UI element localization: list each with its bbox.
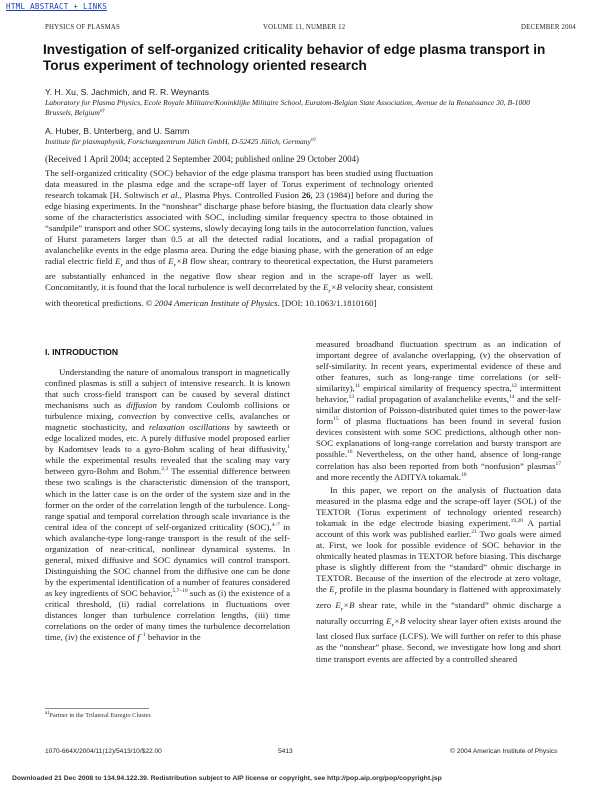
abstract: The self-organized criticality (SOC) behavior of the edge plasma transport has been studied using fluctuation data measured in the plasma edge and the scrape-off layer of Torus experiment of technology oriented research tokamak [H. Soltwisch et al., Plasma Phys. Controlled Fusion 26, 23 (1984)] before and during the edge biasing experiments. In the “nonshear” discharge phase before biasing, the fluctuation data clearly show some of the characteristics associated with SOC, including similar frequency spectra to those obtained in “sandpile” transport and other SOC systems, slowly decaying long tails in the autocorrelation function, values of Hurst parameters larger than 0.5 at all the detected radial locations, and a radial propagation of avalanchelike events in the edge plasma area. During the edge biasing phase, with the generation of an edge radial electric field $E_r$ and thus of $E_r\times B$ flow shear, contrary to theoretical expectation, the Hurst parameters are substantially enhanced in the negative flow shear region and in the scrape-off layer as well. Concomitantly, it is found that the local turbulence is well decorrelated by the $E_r\times B$ velocity shear, consistent with theoretical predictions. © 2004 American Institute of Physics. [DOI: 10.1063/1.1810160]	[45, 168, 434, 308]
footnote-divider	[45, 708, 149, 709]
journal-name: PHYSICS OF PLASMAS	[45, 24, 120, 31]
affiliation-1: Laboratory for Plasma Physics, Ecole Royale Militaire/Koninklijke Militaire School, Euratom-Belgian State Association, Avenue de la Renaissance 30, B-1000 Brussels, Belgium$^{a)}$	[45, 98, 530, 117]
author-group-2: A. Huber, B. Unterberg, and U. Samm	[45, 126, 190, 136]
publisher-copyright: © 2004 American Institute of Physics	[450, 748, 558, 755]
intro-paragraph-1: Understanding the nature of anomalous transport in magnetically confined plasmas is still a subject of intensive research. It is known that such cross-field transport can be caused by several distinct mechanisms such as diffusion by random Coulomb collisions or turbulence mixing, convection by convective cells, avalanches or magnetic stochasticity, and relaxation oscillations by sawteeth or edge localized modes, etc. A purely diffusive model proposed earlier by Kadomtsev leads to a gyro-Bohm scaling of heat diffusivity,$^1$ while the experimental results revealed that the scaling may vary between gyro-Bohm and Bohm.$^{2,3}$ The essential difference between these two scalings is the characteristic dimension of the transport, which in the latter case is on the order of the system size and in the former on the order of the correlation length of the turbulence. Long-range spatial and temporal correlation through scale invariance is the central idea of the concept of self-organized criticality (SOC),$^{4-7}$ in which avalanche-type long-range transport is the result of the self-organization of near-critical, nonlinear dynamical systems. In general, mixed diffusive and SOC dynamics will control transport. Distinguishing the SOC channel from the diffusive one can be done by the experimental identification of a number of features considered as key ingredients of SOC behavior,$^{5,7-10}$ such as (i) the existence of a critical threshold, (ii) radial correlations in fluctuations over distances longer than turbulence correlation lengths, (iii) time correlations on the order of many times the turbulence decorrelation time, (iv) the existence of $f^{-1}$ behavior in the	[45, 367, 291, 643]
page-number: 5413	[278, 748, 293, 755]
intro-paragraph-1-cont: measured broadband fluctuation spectrum as an indication of important degree of avalanche overlapping, (v) the observation of self-similarity. In recent years, experimental evidence of these and other features, such as long-range time correlations (or self-similarity),$^{11}$ empirical similarity of frequency spectra,$^{12}$ intermittent behavior,$^{13}$ radial propagation of avalanchelike events,$^{14}$ and the self-similar distortion of Poisson-distributed quiet times to the power-law form$^{15}$ of plasma fluctuations has been found in several fusion devices consistent with some SOC predictions, although other non-SOC explanations of long-range correlation and bursty transport are possible.$^{16}$ Nevertheless, on the other hand, absence of long-range correlation has also been reported from both “nonfusion” plasmas$^{17}$ and more recently the ADITYA tokamak.$^{18}$	[316, 339, 561, 482]
issue-date: DECEMBER 2004	[521, 24, 576, 31]
author-group-1: Y. H. Xu, S. Jachmich, and R. R. Weynants	[45, 87, 209, 97]
affiliation-2: Institute für plasmaphysik, Forschungzentrum Jülich GmbH, D-52425 Jülich, Germany$^{a)}$	[45, 136, 316, 146]
section-heading-introduction: I. INTRODUCTION	[45, 347, 119, 357]
right-column	[316, 339, 561, 665]
intro-paragraph-2: In this paper, we report on the analysis of fluctuation data measured in the plasma edge and the scrape-off layer (SOL) of the TEXTOR (Torus experiment of technology oriented research) tokamak in the edge electrode biasing experiment.$^{19,20}$ A partial account of this work was published earlier.$^{21}$ Two goals were aimed at. First, we look for possible evidence of SOC behavior in the ohmically heated plasmas in TEXTOR before biasing. This discharge phase is slightly different from the “standard” ohmic discharge in TEXTOR. Because of the insertion of the electrode at zero voltage, the $E_r$ profile in the plasma boundary is flattened with approximately zero $E_r\times B$ shear rate, while in the “standard” ohmic discharge a naturally occurring $E_r\times B$ velocity shear layer often exists around the last closed flux surface (LCFS). We will further on refer to this phase as the “nonshear” phase. Second, we investigate how long and short time transport events are affected by a controlled sheared	[316, 484, 562, 664]
left-column	[45, 367, 290, 643]
download-notice: Downloaded 21 Dec 2008 to 134.94.122.39. Redistribution subject to AIP license or copyright, see http://pop.aip.org/pop/copyright.jsp	[12, 775, 442, 782]
footnote: $^{a)}$Partner in the Trilateral Euregio Cluster.	[45, 709, 152, 719]
paper-title: Investigation of self-organized criticality behavior of edge plasma transport in Torus experiment of technology oriented research	[43, 42, 546, 73]
article-code: 1070-664X/2004/11(12)/5413/10/$22.00	[45, 748, 162, 755]
received-dates: (Received 1 April 2004; accepted 2 September 2004; published online 29 October 2004)	[45, 154, 359, 164]
html-abstract-links[interactable]: HTML ABSTRACT + LINKS	[6, 2, 108, 11]
volume-number: VOLUME 11, NUMBER 12	[263, 24, 346, 31]
